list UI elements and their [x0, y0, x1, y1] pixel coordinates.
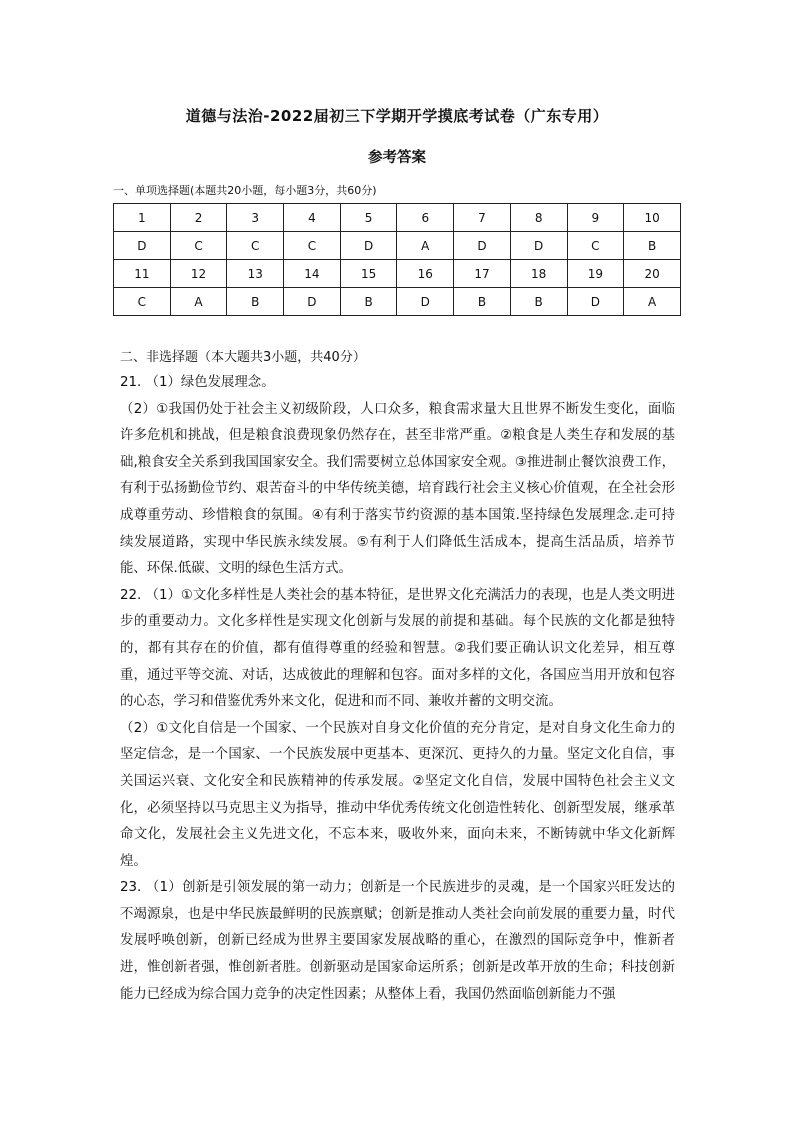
- table-cell: 3: [227, 204, 284, 232]
- answer-paragraph-21-1: 21. （1）绿色发展理念。: [120, 375, 275, 390]
- table-cell: C: [114, 288, 171, 316]
- table-cell: B: [454, 288, 511, 316]
- page-title: 道德与法治-2022届初三下学期开学摸底考试卷（广东专用）: [185, 107, 609, 125]
- table-cell: D: [454, 232, 511, 260]
- table-cell: 11: [114, 260, 171, 288]
- answer-paragraph-22-2: （2）①文化自信是一个国家、一个民族对自身文化价值的充分肯定，是对自身文化生命力的坚定信念，是一个国家、一个民族发展中更基本、更深沉、更持久的力量。坚定文化自信，事关国运兴衰、文化安全和民族精神的传承发展。②坚定文化自信，发展中国特色社会主义文化，必须坚持以马克思主义为指导，推动中华优秀传统文化创造性转化、创新型发展，继承革命文化，发展社会主义先进文化，不忘本来，吸收外来，面向未来，不断铸就中华文化新辉煌。: [120, 720, 675, 869]
- table-cell: 19: [567, 260, 624, 288]
- answer-paragraph-21-2: （2）①我国仍处于社会主义初级阶段，人口众多，粮食需求量大且世界不断发生变化，面临许多危机和挑战，但是粮食浪费现象仍然存在，甚至非常严重。②粮食是人类生存和发展的基础,粮食安全关系到我国国家安全。我们需要树立总体国家安全观。③推进制止餐饮浪费工作，有利于弘扬勤俭节约、艰苦奋斗的中华传统美德，培育践行社会主义核心价值观，在全社会形成尊重劳动、珍惜粮食的氛围。④有利于落实节约资源的基本国策.坚持绿色发展理念.走可持续发展道路，实现中华民族永续发展。⑤有利于人们降低生活成本，提高生活品质，培养节能、环保.低碳、文明的绿色生活方式。: [120, 401, 675, 577]
- section2-heading: 二、非选择题（本大题共3小题，共40分）: [120, 350, 366, 365]
- page-subtitle: 参考答案: [368, 150, 426, 166]
- answer-table: [113, 203, 681, 316]
- table-cell: D: [114, 232, 171, 260]
- table-cell: B: [227, 288, 284, 316]
- table-cell: 6: [397, 204, 454, 232]
- table-cell: 17: [454, 260, 511, 288]
- answer-paragraph-22-1: 22. （1）①文化多样性是人类社会的基本特征，是世界文化充满活力的表现，也是人类文明进步的重要动力。文化多样性是实现文化创新与发展的前提和基础。每个民族的文化都是独特的，都有其存在的价值，都有值得尊重的经验和智慧。②我们要正确认识文化差异，相互尊重，通过平等交流、对话，达成彼此的理解和包容。面对多样的文化，各国应当用开放和包容的心态，学习和借鉴优秀外来文化，促进和而不同、兼收并蓄的文明交流。: [120, 587, 675, 710]
- table-cell: 20: [624, 260, 681, 288]
- table-cell: 2: [170, 204, 227, 232]
- table-cell: D: [510, 232, 567, 260]
- table-cell: A: [624, 288, 681, 316]
- table-cell: C: [170, 232, 227, 260]
- table-cell: 15: [340, 260, 397, 288]
- table-cell: 8: [510, 204, 567, 232]
- table-cell: 9: [567, 204, 624, 232]
- table-cell: 7: [454, 204, 511, 232]
- table-cell: C: [567, 232, 624, 260]
- table-row: [114, 288, 681, 316]
- table-cell: A: [170, 288, 227, 316]
- table-cell: B: [340, 288, 397, 316]
- table-row: [114, 232, 681, 260]
- table-cell: 4: [284, 204, 341, 232]
- table-cell: 1: [114, 204, 171, 232]
- table-cell: D: [567, 288, 624, 316]
- answer-paragraph-23-1: 23. （1）创新是引领发展的第一动力；创新是一个民族进步的灵魂，是一个国家兴旺发达的不竭源泉，也是中华民族最鲜明的民族禀赋；创新是推动人类社会向前发展的重要力量，时代发展呼唤创新，创新已经成为世界主要国家发展战略的重心，在激烈的国际竞争中，惟新者进，惟创新者强，惟创新者胜。创新驱动是国家命运所系；创新是改革开放的生命；科技创新能力已经成为综合国力竞争的决定性因素；从整体上看，我国仍然面临创新能力不强: [120, 880, 675, 1002]
- table-cell: 5: [340, 204, 397, 232]
- table-cell: 18: [510, 260, 567, 288]
- table-cell: D: [284, 288, 341, 316]
- table-row: [114, 260, 681, 288]
- table-cell: 10: [624, 204, 681, 232]
- table-cell: D: [340, 232, 397, 260]
- table-cell: A: [397, 232, 454, 260]
- table-cell: 14: [284, 260, 341, 288]
- section1-heading: 一、单项选择题(本题共20小题，每小题3分，共60分): [113, 184, 377, 197]
- answer-body: [120, 370, 675, 1008]
- table-cell: D: [397, 288, 454, 316]
- table-cell: B: [624, 232, 681, 260]
- table-cell: 16: [397, 260, 454, 288]
- table-row: [114, 204, 681, 232]
- table-cell: C: [284, 232, 341, 260]
- table-cell: 13: [227, 260, 284, 288]
- table-cell: C: [227, 232, 284, 260]
- table-cell: 12: [170, 260, 227, 288]
- table-cell: B: [510, 288, 567, 316]
